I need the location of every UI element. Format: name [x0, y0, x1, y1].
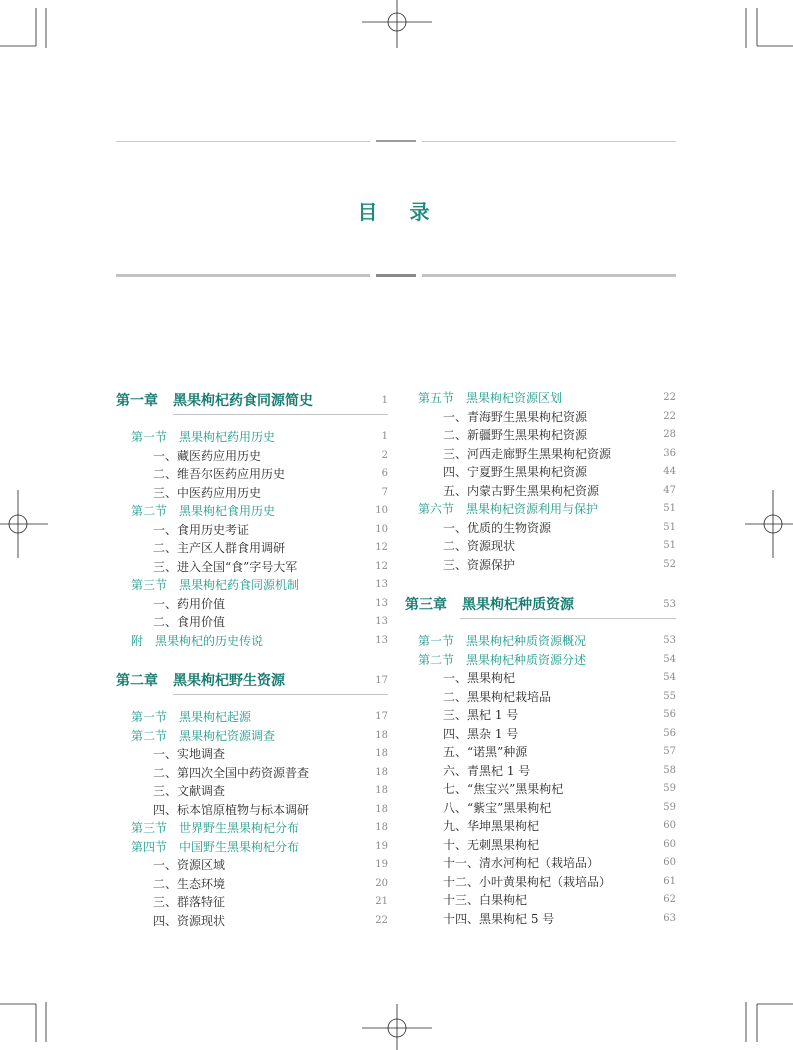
item-title: 二、资源现状 — [443, 539, 516, 553]
item-title: 五、内蒙古野生黑果枸杞资源 — [443, 483, 600, 498]
item-title: 一、实地调查 — [153, 747, 226, 761]
chapter-title: 黑果枸杞野生资源 — [173, 673, 285, 689]
page-number: 13 — [375, 579, 388, 590]
page-number: 7 — [381, 486, 388, 498]
toc-item — [116, 613, 388, 632]
page-number: 47 — [663, 484, 676, 496]
page-number: 59 — [663, 801, 676, 813]
section-title: 黑果枸杞起源 — [179, 710, 252, 724]
toc-chapter — [116, 670, 388, 708]
page-number: 13 — [375, 634, 388, 646]
toc-item — [405, 910, 676, 929]
toc-item — [405, 836, 676, 855]
section-number: 第一节 — [418, 634, 455, 648]
toc-item — [116, 912, 388, 931]
chapter-title: 黑果枸杞种质资源 — [462, 597, 574, 613]
toc-section — [116, 838, 388, 857]
page-number: 20 — [375, 877, 388, 889]
toc-item — [116, 893, 388, 912]
page-number: 60 — [663, 857, 676, 868]
page-number: 10 — [375, 523, 388, 535]
page-number: 13 — [375, 597, 388, 609]
item-title: 四、标本馆原植物与标本调研 — [153, 802, 310, 817]
toc-item — [405, 873, 676, 892]
item-title: 八、“紫宝”黑果枸杞 — [443, 800, 552, 815]
section-number: 第二节 — [131, 728, 168, 743]
section-number: 附 — [131, 633, 144, 648]
page-number: 22 — [375, 914, 388, 926]
registration-mark-bottom — [362, 1004, 432, 1050]
toc-item — [405, 669, 676, 688]
toc-item — [116, 558, 388, 577]
toc-item — [405, 799, 676, 818]
toc-item — [116, 521, 388, 540]
page-number: 60 — [663, 820, 676, 831]
toc-item — [405, 688, 676, 707]
section-title: 黑果枸杞种质资源分述 — [466, 652, 587, 667]
page-number: 22 — [663, 410, 676, 422]
toc-item — [405, 408, 676, 427]
item-title: 三、中医药应用历史 — [153, 485, 262, 500]
page-number: 44 — [663, 466, 676, 477]
toc-section — [405, 651, 676, 670]
page-number: 51 — [663, 503, 676, 514]
toc-item — [116, 539, 388, 558]
section-number: 第二节 — [131, 504, 168, 518]
registration-mark-top — [362, 0, 432, 48]
item-title: 二、新疆野生黑果枸杞资源 — [443, 428, 588, 442]
toc-item — [405, 426, 676, 445]
registration-mark-right — [745, 490, 793, 558]
section-title: 中国野生黑果枸杞分布 — [179, 839, 300, 854]
toc-section — [116, 428, 388, 447]
page-number: 10 — [375, 505, 388, 516]
item-title: 二、第四次全国中药资源普查 — [153, 765, 310, 780]
toc-appendix — [116, 632, 388, 651]
toc-item — [405, 817, 676, 836]
item-title: 十一、清水河枸杞（栽培品） — [443, 856, 600, 870]
toc-item — [116, 764, 388, 783]
page-number: 52 — [663, 558, 676, 570]
section-title: 世界野生黑果枸杞分布 — [179, 821, 300, 835]
chapter-underline — [173, 414, 388, 415]
page-number: 17 — [375, 675, 388, 686]
item-title: 二、生态环境 — [153, 876, 226, 891]
page-number: 54 — [663, 653, 676, 665]
section-title: 黑果枸杞资源利用与保护 — [466, 502, 599, 516]
top-rule-center — [376, 140, 416, 142]
item-title: 一、资源区域 — [153, 858, 226, 872]
page-title: 目 录 — [357, 200, 436, 224]
item-title: 四、宁夏野生黑果枸杞资源 — [443, 465, 588, 479]
item-title: 一、藏医药应用历史 — [153, 448, 262, 463]
toc-item — [116, 856, 388, 875]
registration-mark-left — [0, 490, 48, 558]
item-title: 二、黑果枸杞栽培品 — [443, 689, 552, 704]
page-number: 18 — [375, 785, 388, 796]
item-title: 十二、小叶黄果枸杞（栽培品） — [443, 874, 612, 889]
toc-item — [405, 743, 676, 762]
item-title: 一、药用价值 — [153, 596, 226, 611]
item-title: 三、河西走廊野生黑果枸杞资源 — [443, 446, 612, 461]
page-number: 21 — [375, 896, 388, 907]
page-number: 1 — [381, 431, 388, 442]
item-title: 三、文献调查 — [153, 784, 226, 798]
toc-item — [116, 801, 388, 820]
page-number: 17 — [375, 711, 388, 722]
item-title: 四、黑杂 1 号 — [443, 726, 519, 741]
item-title: 三、黑杞 1 号 — [443, 708, 519, 722]
item-title: 二、食用价值 — [153, 615, 226, 629]
crop-mark-bottom-left — [0, 1002, 46, 1042]
page-number: 51 — [663, 521, 676, 533]
page-number: 2 — [381, 449, 388, 461]
page-number: 63 — [663, 912, 676, 924]
section-title: 黑果枸杞食用历史 — [179, 504, 276, 518]
section-title: 黑果枸杞药用历史 — [179, 430, 276, 444]
item-title: 三、资源保护 — [443, 557, 516, 572]
toc-item — [405, 537, 676, 556]
toc-section — [116, 727, 388, 746]
page-number: 19 — [375, 859, 388, 870]
item-title: 一、食用历史考证 — [153, 522, 250, 537]
section-number: 第三节 — [131, 578, 168, 592]
item-title: 二、维吾尔医药应用历史 — [153, 467, 286, 481]
chapter-underline — [460, 618, 676, 619]
item-title: 一、优质的生物资源 — [443, 520, 552, 535]
page-number: 57 — [663, 746, 676, 757]
toc-item — [405, 780, 676, 799]
item-title: 四、资源现状 — [153, 913, 226, 928]
page-number: 13 — [375, 616, 388, 627]
toc-column-right — [405, 389, 676, 928]
page-number: 18 — [375, 748, 388, 759]
toc-item — [116, 875, 388, 894]
page-number: 53 — [663, 635, 676, 646]
toc-chapter — [405, 594, 676, 632]
item-title: 三、群落特征 — [153, 895, 226, 909]
toc-item — [405, 854, 676, 873]
item-title: 六、青黑杞 1 号 — [443, 763, 531, 778]
section-number: 第一节 — [131, 710, 168, 724]
chapter-title: 黑果枸杞药食同源简史 — [173, 393, 313, 409]
toc-item — [116, 782, 388, 801]
page-number: 18 — [375, 766, 388, 778]
item-title: 一、黑果枸杞 — [443, 671, 516, 685]
page-number: 12 — [375, 560, 388, 572]
page-number: 12 — [375, 542, 388, 553]
toc-item — [405, 891, 676, 910]
item-title: 二、主产区人群食用调研 — [153, 541, 286, 555]
page-number: 56 — [663, 727, 676, 739]
section-title: 黑果枸杞药食同源机制 — [179, 578, 300, 592]
bottom-rule-right — [422, 274, 676, 277]
chapter-number: 第二章 — [116, 673, 158, 689]
toc-item — [116, 745, 388, 764]
page-number: 19 — [375, 840, 388, 852]
page-number: 53 — [663, 599, 676, 610]
page-number: 62 — [663, 894, 676, 905]
bottom-rule-left — [116, 274, 370, 277]
page-number: 22 — [663, 392, 676, 403]
section-number: 第六节 — [418, 502, 455, 516]
crop-mark-bottom-right — [746, 1002, 793, 1042]
toc-item — [116, 595, 388, 614]
page-number: 51 — [663, 540, 676, 551]
page-number: 55 — [663, 690, 676, 702]
toc-item — [405, 706, 676, 725]
item-title: 一、青海野生黑果枸杞资源 — [443, 409, 588, 424]
item-title: 七、“焦宝兴”黑果枸杞 — [443, 782, 564, 796]
toc-item — [405, 482, 676, 501]
page-number: 56 — [663, 709, 676, 720]
toc-section — [116, 502, 388, 521]
section-number: 第五节 — [418, 391, 455, 405]
toc-section — [405, 389, 676, 408]
section-title: 黑果枸杞资源区划 — [466, 391, 563, 405]
item-title: 十三、白果枸杞 — [443, 893, 528, 907]
toc-column-left — [116, 390, 388, 930]
page-number: 61 — [663, 875, 676, 887]
section-title: 黑果枸杞资源调查 — [179, 728, 276, 743]
chapter-number: 第一章 — [116, 393, 158, 409]
toc-section — [116, 576, 388, 595]
item-title: 十四、黑果枸杞 5 号 — [443, 911, 555, 926]
page-number: 6 — [381, 468, 388, 479]
section-title: 黑果枸杞的历史传说 — [155, 633, 264, 648]
section-number: 第三节 — [131, 821, 168, 835]
bottom-rule-center — [376, 274, 416, 277]
item-title: 九、华坤黑果枸杞 — [443, 819, 540, 833]
page-number: 58 — [663, 764, 676, 776]
toc-section — [116, 819, 388, 838]
section-number: 第四节 — [131, 839, 168, 854]
toc-item — [116, 484, 388, 503]
section-number: 第一节 — [131, 430, 168, 444]
toc-section — [405, 500, 676, 519]
chapter-number: 第三章 — [405, 597, 447, 613]
page-number: 59 — [663, 783, 676, 794]
toc-item — [116, 465, 388, 484]
toc-section — [116, 708, 388, 727]
chapter-underline — [173, 694, 388, 695]
item-title: 十、无刺黑果枸杞 — [443, 837, 540, 852]
toc-item — [405, 463, 676, 482]
page-number: 18 — [375, 729, 388, 741]
toc-item — [405, 725, 676, 744]
page-number: 28 — [663, 429, 676, 440]
page-number: 18 — [375, 822, 388, 833]
section-number: 第二节 — [418, 652, 455, 667]
page-number: 18 — [375, 803, 388, 815]
toc-section — [405, 632, 676, 651]
page-number: 36 — [663, 447, 676, 459]
crop-mark-top-left — [0, 8, 46, 48]
crop-mark-top-right — [746, 8, 793, 48]
item-title: 三、进入全国“食”字号大军 — [153, 559, 298, 574]
page-number: 1 — [381, 395, 388, 406]
toc-item — [405, 762, 676, 781]
item-title: 五、“诺黑”种源 — [443, 745, 528, 759]
toc-item — [116, 447, 388, 466]
page-number: 60 — [663, 838, 676, 850]
section-title: 黑果枸杞种质资源概况 — [466, 634, 587, 648]
top-rule-right — [422, 141, 676, 142]
toc-chapter — [116, 390, 388, 428]
top-rule-left — [116, 141, 370, 142]
toc-item — [405, 445, 676, 464]
page-number: 54 — [663, 672, 676, 683]
toc-item — [405, 556, 676, 575]
toc-item — [405, 519, 676, 538]
